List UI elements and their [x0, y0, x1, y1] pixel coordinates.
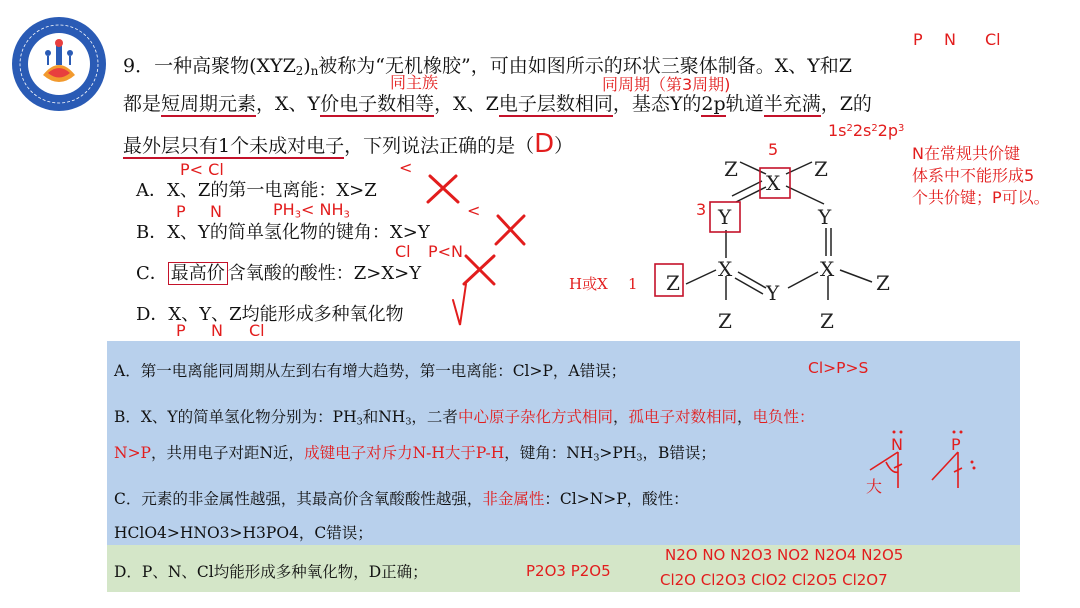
- atom-label-n: N: [891, 435, 903, 454]
- atom-x: X: [820, 257, 835, 281]
- solution-d-n-oxides: N2O NO N2O3 NO2 N2O4 N2O5: [665, 546, 904, 564]
- cross-mark-c: [464, 256, 494, 284]
- annot-same-group: 同主族: [390, 73, 439, 92]
- solution-c-line-2: HClO4>HNO3>H3PO4，C错误；: [114, 524, 373, 542]
- question-line-2: 都是短周期元素，X、Y价电子数相等，X、Z电子层数相同，基态Y的2p轨道半充满，Z的: [123, 93, 872, 115]
- label-h-or-x: H或X: [569, 275, 608, 293]
- atom-z: Z: [814, 157, 828, 181]
- solution-a: A．第一电离能同周期从左到右有增大趋势，第一电离能：Cl>P，A错误；: [114, 362, 627, 380]
- atom-y: Y: [766, 281, 780, 305]
- annot-b-n: N: [210, 202, 222, 221]
- label-one: 1: [628, 275, 638, 293]
- cross-mark-b: [496, 216, 524, 244]
- atom-x: X: [718, 257, 733, 281]
- option-d: D．X、Y、Z均能形成多种氧化物: [136, 304, 404, 325]
- solution-b-line-1: B．X、Y的简单氢化物分别为：$PH_3$和$NH_3$，二者中心原子杂化方式相同，孤电子对数相同，电负性：: [114, 408, 815, 428]
- atom-z: Z: [820, 309, 834, 333]
- annot-cl: Cl: [985, 30, 1001, 49]
- cross-mark-a: [428, 176, 458, 202]
- atom-y: Y: [818, 205, 832, 229]
- atom-z: Z: [724, 157, 738, 181]
- annot-b-hydrides: $PH_3< NH_3$: [273, 200, 350, 221]
- question-line-3: 最外层只有1个未成对电子，下列说法正确的是（D）: [123, 129, 574, 159]
- solution-b-line-2: N>P，共用电子对距N近，成键电子对斥力N-H大于P-H，键角：$NH_3>PH_3$，B错误；: [114, 444, 716, 464]
- chosen-answer: D: [534, 129, 555, 159]
- atom-y: Y: [718, 205, 732, 229]
- atom-z: Z: [718, 309, 732, 333]
- annot-a-note: P< Cl: [180, 160, 224, 179]
- label-big: 大: [866, 477, 883, 496]
- label-five: 5: [768, 140, 779, 159]
- n-valence-note: N在常规共价键 体系中不能形成5 个共价键；P可以。: [912, 144, 1050, 207]
- atom-z: Z: [876, 271, 890, 295]
- atom-label-p: P: [951, 435, 961, 454]
- question-line-1: 9．一种高聚物$(XYZ_2)_n$被称为“无机橡胶”，可由如图所示的环状三聚体制备。X、Y和Z: [123, 55, 852, 78]
- solution-c-line-1: C．元素的非金属性越强，其最高价含氧酸酸性越强，非金属性：Cl>N>P，酸性：: [114, 490, 689, 508]
- annot-b-sym: <: [467, 201, 481, 220]
- check-mark-d: [453, 284, 466, 325]
- solution-a-red: Cl>P>S: [808, 359, 869, 377]
- solution-d: D．P、N、Cl均能形成多种氧化物，D正确；: [114, 563, 428, 581]
- option-b: B．X、Y的简单氢化物的键角：X>Y: [136, 222, 430, 243]
- annot-n: N: [944, 30, 956, 49]
- annot-c-pn: P<N: [428, 242, 464, 261]
- annot-d-p: P: [176, 321, 186, 340]
- option-a: A．X、Z的第一电离能：X>Z: [136, 180, 377, 201]
- annot-a-lt: <: [399, 158, 413, 177]
- annot-electron-config: $1s^22s^22p^3$: [828, 121, 905, 140]
- cyclic-trimer-structure: [640, 140, 910, 340]
- annot-same-period: 同周期（第3周期): [602, 75, 731, 94]
- annot-p: P: [913, 30, 923, 49]
- annot-d-cl: Cl: [249, 321, 265, 340]
- label-three: 3: [696, 200, 707, 219]
- atom-x: X: [766, 171, 781, 195]
- annot-d-n: N: [211, 321, 223, 340]
- solution-d-p-oxides: P2O3 P2O5: [526, 562, 611, 580]
- annot-b-p: P: [176, 202, 186, 221]
- option-c: C． 最高价 含氧酸的酸性：Z>X>Y: [136, 263, 422, 284]
- solution-d-cl-oxides: Cl2O Cl2O3 ClO2 Cl2O5 Cl2O7: [660, 571, 888, 589]
- atom-z: Z: [666, 271, 680, 295]
- annot-c-cl: Cl: [395, 242, 411, 261]
